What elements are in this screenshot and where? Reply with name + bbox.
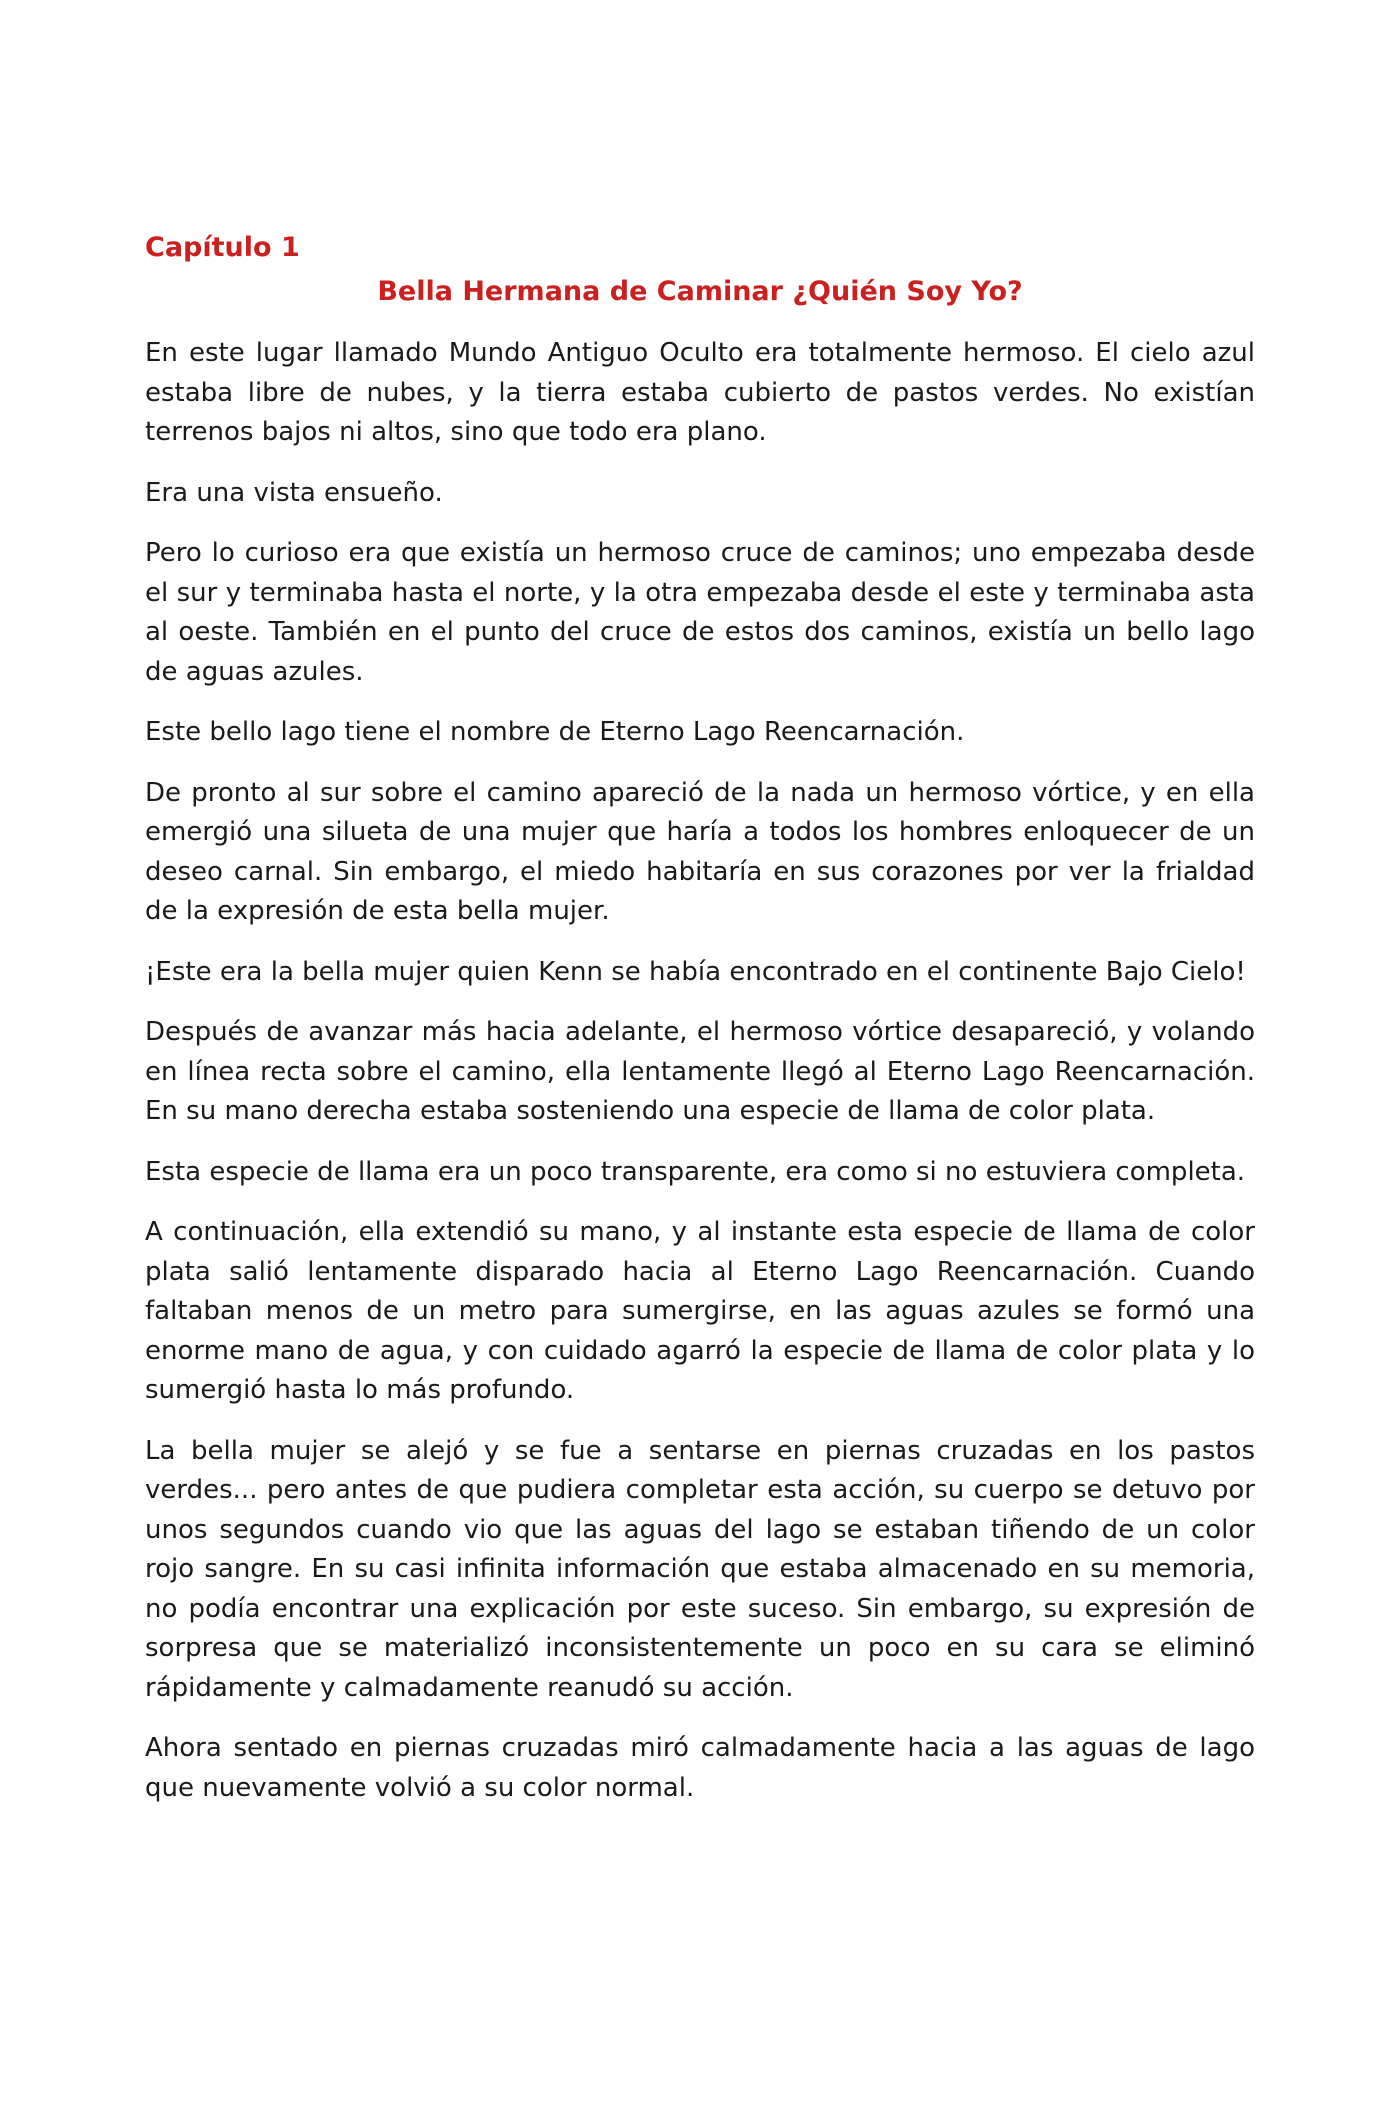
paragraph: ¡Este era la bella mujer quien Kenn se había encontrado en el continente Bajo Cielo! [145,956,1246,987]
paragraph: A continuación, ella extendió su mano, y al instante esta especie de llama de color plata salió lentamente disparado hacia al Eterno Lago Reencarnación. Cuando faltaban menos de un metro para sumergirse, en las aguas azules se formó una enorme mano de agua, y con cuidado agarró la especie de llama de color plata y lo sumergió hasta lo más profundo. [145,1217,1255,1405]
chapter-title: Bella Hermana de Caminar ¿Quién Soy Yo? [377,276,1023,307]
paragraph: Ahora sentado en piernas cruzadas miró calmadamente hacia a las aguas de lago que nuevamente volvió a su color normal. [145,1733,1255,1803]
paragraph: Esta especie de llama era un poco transparente, era como si no estuviera completa. [145,1156,1246,1187]
paragraph: Este bello lago tiene el nombre de Eterno Lago Reencarnación. [145,717,965,747]
chapter-body [145,334,1255,1808]
paragraph: Después de avanzar más hacia adelante, el hermoso vórtice desapareció, y volando en línea recta sobre el camino, ella lentamente llegó al Eterno Lago Reencarnación. En su mano derecha estaba sosteniendo una especie de llama de color plata. [145,1017,1255,1126]
document-page [145,228,1255,1829]
paragraph: La bella mujer se alejó y se fue a sentarse en piernas cruzadas en los pastos verdes... pero antes de que pudiera completar esta acción, su cuerpo se detuvo por unos segundos cuando vio que las aguas del lago se estaban tiñendo de un color rojo sangre. En su casi infinita información que estaba almacenado en su memoria, no podía encontrar una explicación por este suceso. Sin embargo, su expresión de sorpresa que se materializó inconsistentemente un poco en su cara se eliminó rápidamente y calmadamente reanudó su acción. [145,1435,1255,1703]
paragraph: Era una vista ensueño. [145,477,443,508]
paragraph: De pronto al sur sobre el camino apareció de la nada un hermoso vórtice, y en ella emergió una silueta de una mujer que haría a todos los hombres enloquecer de un deseo carnal. Sin embargo, el miedo habitaría en sus corazones por ver la frialdad de la expresión de esta bella mujer. [145,777,1255,926]
chapter-label: Capítulo 1 [145,232,300,263]
paragraph: Pero lo curioso era que existía un hermoso cruce de caminos; uno empezaba desde el sur y terminaba hasta el norte, y la otra empezaba desde el este y terminaba asta al oeste. También en el punto del cruce de estos dos caminos, existía un bello lago de aguas azules. [145,538,1255,687]
paragraph: En este lugar llamado Mundo Antiguo Oculto era totalmente hermoso. El cielo azul estaba libre de nubes, y la tierra estaba cubierto de pastos verdes. No existían terrenos bajos ni altos, sino que todo era plano. [145,338,1255,447]
